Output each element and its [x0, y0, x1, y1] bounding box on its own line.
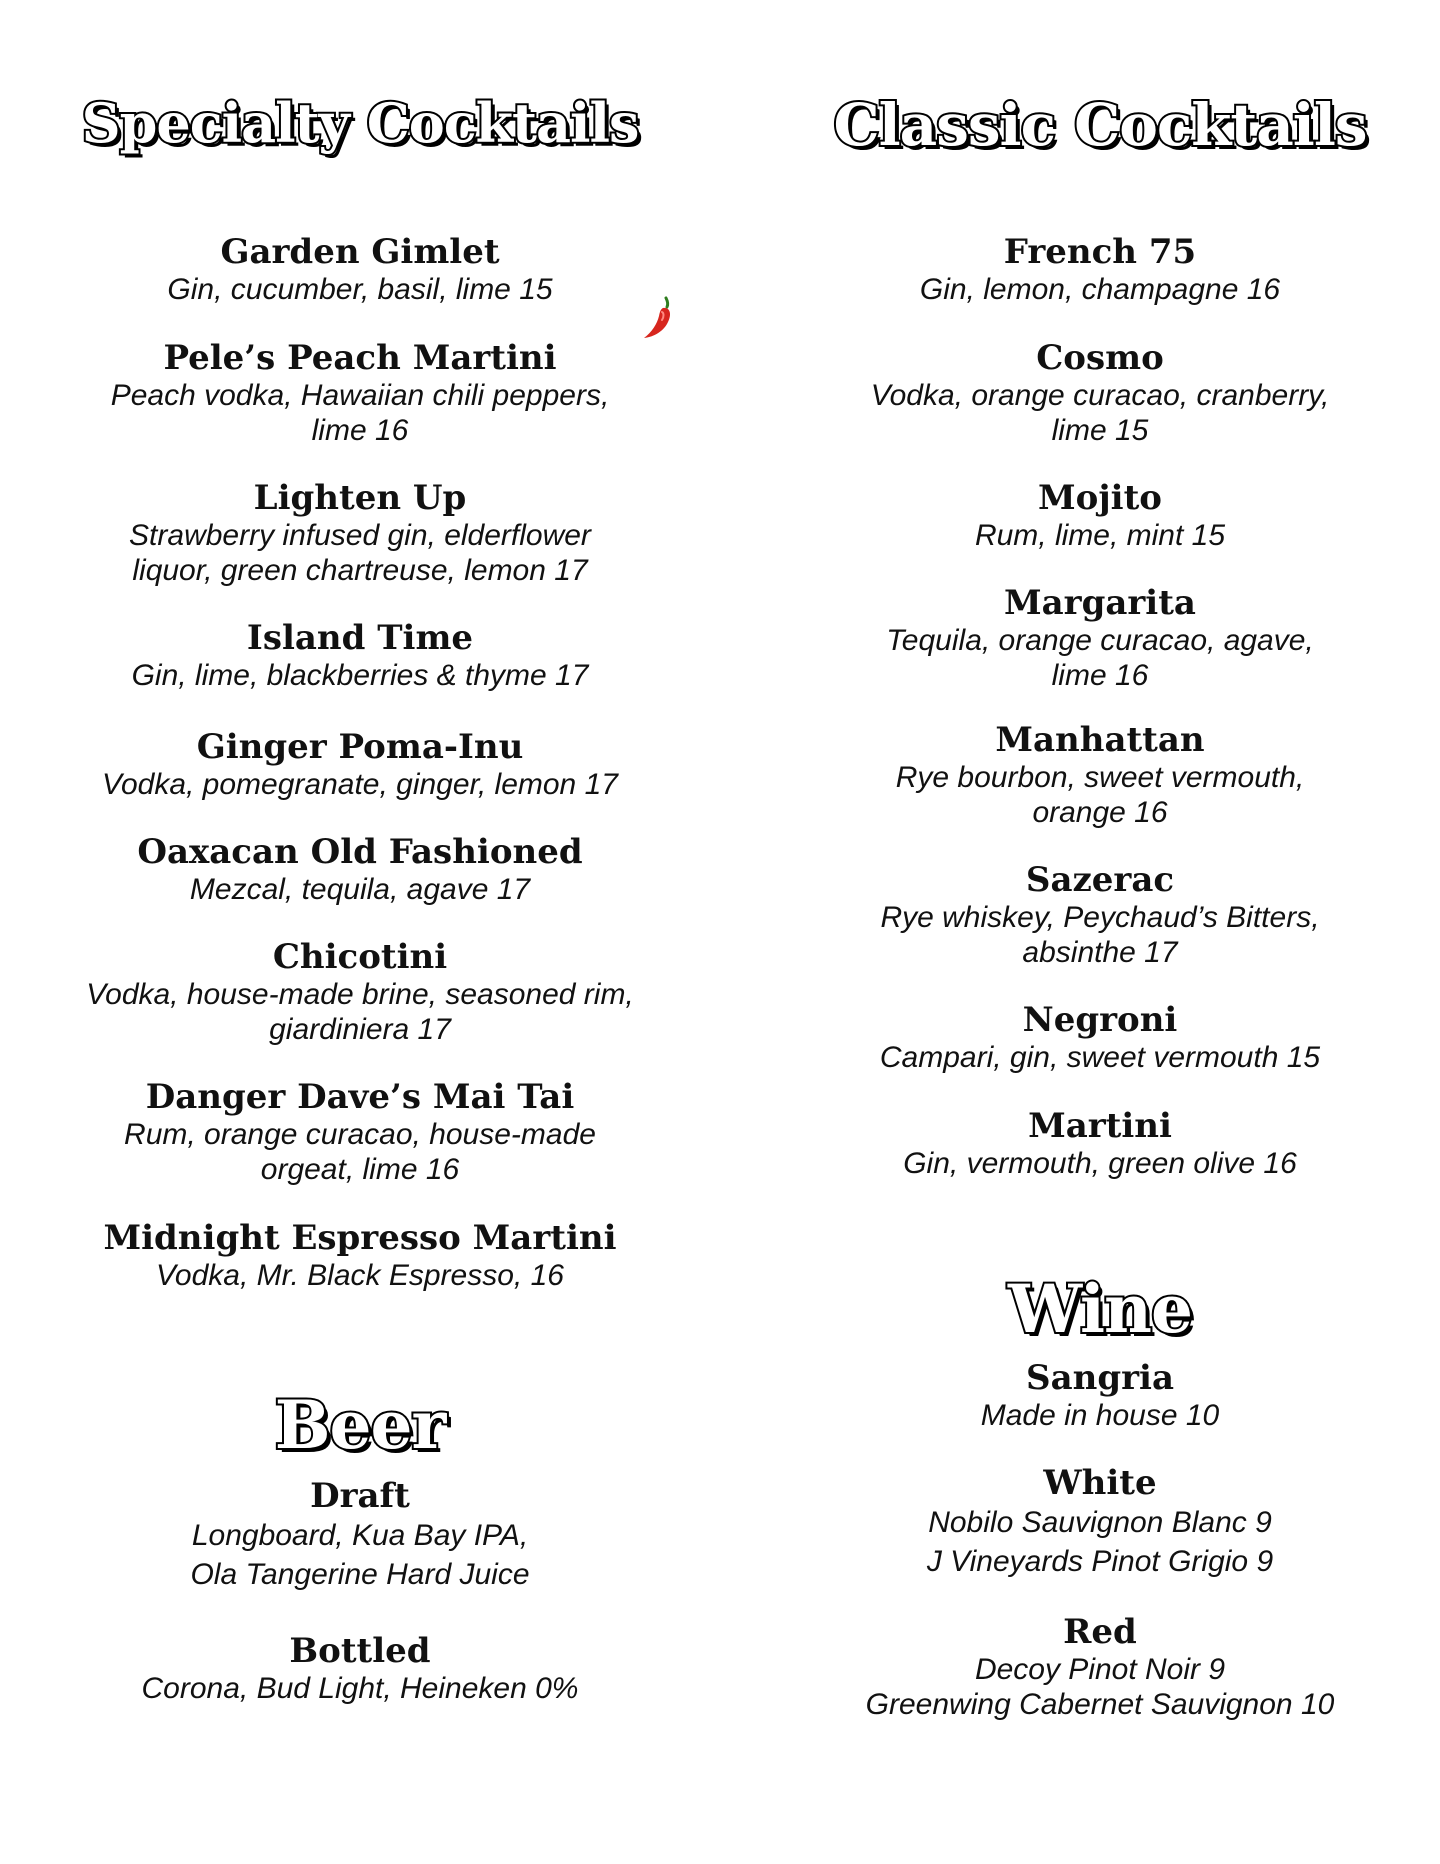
menu-item	[80, 937, 640, 1047]
item-name: White	[1043, 1463, 1157, 1503]
item-name: French 75	[1003, 232, 1197, 272]
menu-item	[80, 618, 640, 693]
item-description: Vodka, orange curacao, cranberry, lime 15	[870, 379, 1330, 447]
menu-item	[830, 583, 1370, 693]
item-description: Rye whiskey, Peychaud’s Bitters, absinthe 17	[880, 901, 1320, 969]
item-name: Cosmo	[1036, 338, 1164, 378]
beer-heading: Beer	[274, 1386, 446, 1464]
item-description: Made in house 10	[980, 1399, 1220, 1432]
item-description: Rum, lime, mint 15	[974, 519, 1226, 552]
item-name: Sazerac	[1025, 860, 1175, 900]
item-description: Gin, lemon, champagne 16	[919, 273, 1281, 306]
menu-item	[830, 1106, 1370, 1181]
item-name: Island Time	[246, 618, 474, 658]
menu-item	[830, 232, 1370, 307]
item-name: Manhattan	[995, 720, 1205, 760]
item-name: Mojito	[1038, 478, 1162, 518]
menu-item	[830, 338, 1370, 448]
item-description: Campari, gin, sweet vermouth 15	[879, 1041, 1321, 1074]
specialty-cocktails-heading: Specialty Cocktails	[81, 91, 639, 155]
item-description: Vodka, house-made brine, seasoned rim, giardiniera 17	[86, 978, 634, 1046]
item-name: Negroni	[1022, 1000, 1178, 1040]
menu-item	[80, 338, 640, 448]
item-name: Bottled	[289, 1631, 431, 1671]
menu-item	[80, 832, 640, 907]
item-name: Ginger Poma-Inu	[196, 727, 524, 767]
item-description: Gin, vermouth, green olive 16	[903, 1147, 1297, 1180]
item-description: Tequila, orange curacao, agave, lime 16	[886, 624, 1314, 692]
menu-item	[80, 232, 640, 307]
item-description: Gin, lime, blackberries & thyme 17	[131, 659, 589, 692]
chili-pepper-icon	[640, 294, 676, 342]
menu-item	[830, 1612, 1370, 1722]
item-description: Gin, cucumber, basil, lime 15	[167, 273, 553, 306]
item-description: Peach vodka, Hawaiian chili peppers, lime 16	[110, 379, 610, 447]
item-description: Strawberry infused gin, elderflower liquor, green chartreuse, lemon 17	[129, 519, 591, 587]
classic-cocktails-heading: Classic Cocktails	[833, 91, 1367, 159]
item-description: Mezcal, tequila, agave 17	[189, 873, 531, 906]
menu-item	[80, 1218, 640, 1293]
item-name: Danger Dave’s Mai Tai	[145, 1077, 575, 1117]
item-name: Garden Gimlet	[220, 232, 500, 272]
menu-item	[80, 727, 640, 802]
item-description: Vodka, Mr. Black Espresso, 16	[156, 1259, 564, 1292]
menu-item	[830, 478, 1370, 553]
menu-item	[80, 1631, 640, 1706]
item-description: Vodka, pomegranate, ginger, lemon 17	[102, 768, 618, 801]
menu-item	[830, 860, 1370, 970]
menu-item	[830, 720, 1370, 830]
item-name: Oaxacan Old Fashioned	[137, 832, 583, 872]
item-name: Margarita	[1004, 583, 1196, 623]
item-name: Midnight Espresso Martini	[103, 1218, 617, 1258]
menu-item	[830, 1463, 1370, 1581]
item-description: Rye bourbon, sweet vermouth, orange 16	[895, 761, 1305, 829]
item-name: Red	[1063, 1612, 1137, 1652]
item-name: Draft	[310, 1476, 410, 1516]
menu-item	[80, 1077, 640, 1187]
item-name: Chicotini	[272, 937, 448, 977]
menu-item	[80, 478, 640, 588]
item-description: Longboard, Kua Bay IPA, Ola Tangerine Hard Juice	[190, 1519, 530, 1591]
item-name: Martini	[1028, 1106, 1172, 1146]
menu-item	[830, 1358, 1370, 1433]
menu-item	[830, 1000, 1370, 1075]
item-name: Pele’s Peach Martini	[163, 338, 557, 378]
menu-item	[80, 1476, 640, 1594]
wine-heading: Wine	[1007, 1270, 1192, 1348]
item-description: Rum, orange curacao, house-made orgeat, lime 16	[124, 1118, 596, 1186]
item-name: Sangria	[1026, 1358, 1174, 1398]
item-description: Corona, Bud Light, Heineken 0%	[141, 1672, 579, 1705]
item-description: Nobilo Sauvignon Blanc 9 J Vineyards Pinot Grigio 9	[926, 1506, 1274, 1578]
item-description: Decoy Pinot Noir 9 Greenwing Cabernet Sauvignon 10	[865, 1653, 1335, 1721]
item-name: Lighten Up	[253, 478, 467, 518]
